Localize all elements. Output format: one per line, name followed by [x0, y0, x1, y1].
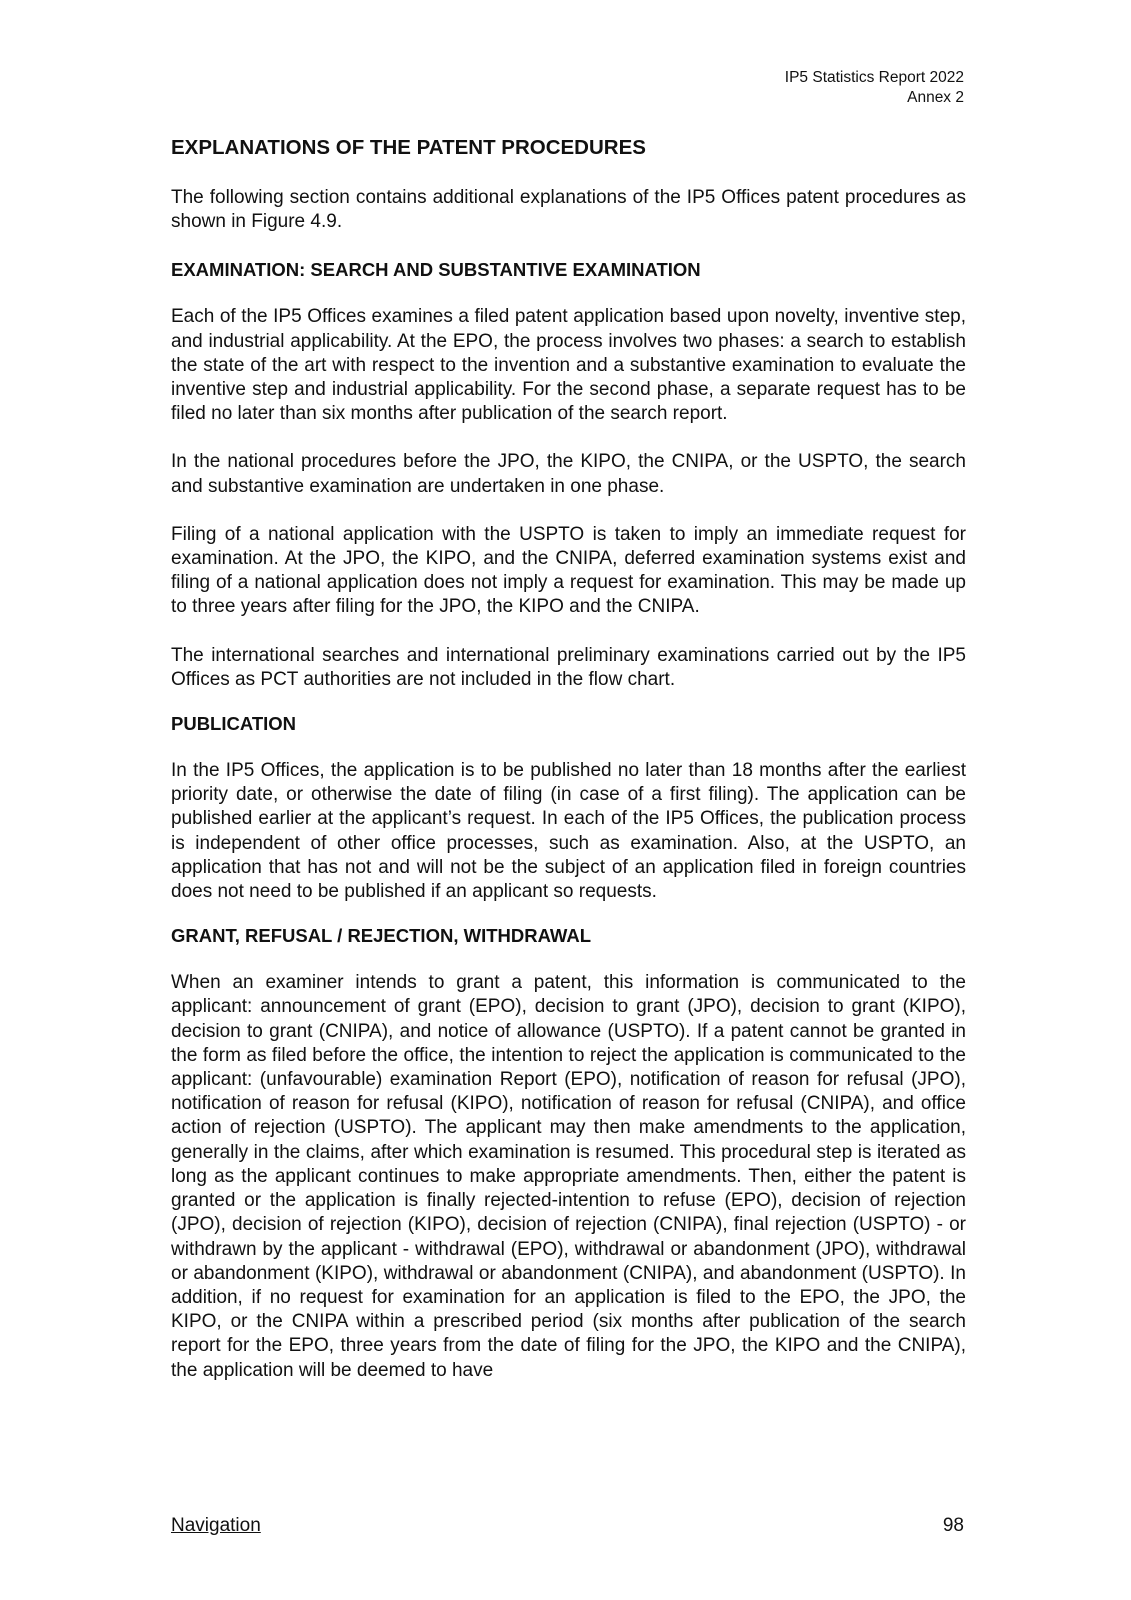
page-title: EXPLANATIONS OF THE PATENT PROCEDURES	[171, 136, 646, 159]
paragraph: Filing of a national application with the USPTO is taken to imply an immediate request for examination. At the JPO, the KIPO, and the CNIPA, deferred examination systems exist and filing of a national application does not imply a request for examination. This may be made up to three years after filing for the JPO, the KIPO and the CNIPA.	[171, 523, 966, 618]
navigation-link[interactable]: Navigation	[171, 1515, 261, 1536]
paragraph: Each of the IP5 Offices examines a filed patent application based upon novelty, inventive step, and industrial applicability. At the EPO, the process involves two phases: a search to establish the state of the art with respect to the invention and a substantive examination to evaluate the inventive step and industrial applicability. For the second phase, a separate request has to be filed no later than six months after publication of the search report.	[171, 306, 966, 425]
section-publication	[171, 712, 966, 904]
paragraph: The international searches and international preliminary examinations carried out by the IP5 Offices as PCT authorities are not included in the flow chart.	[171, 644, 966, 690]
report-title: IP5 Statistics Report 2022	[784, 69, 964, 86]
section-heading: PUBLICATION	[171, 713, 297, 735]
annex-label: Annex 2	[907, 89, 964, 106]
paragraph: When an examiner intends to grant a patent, this information is communicated to the applicant: announcement of grant (EPO), decision to grant (JPO), decision to grant (KIPO), decision to grant (CNIPA), and notice of allowance (USPTO). If a patent cannot be granted in the form as filed before the office, the intention to reject the application is communicated to the applicant: (unfavourable) examination Report (EPO), notification of reason for refusal (JPO), notification of reason for refusal (KIPO), notification of reason for refusal (CNIPA), and office action of rejection (USPTO). The applicant may then make amendments to the application, generally in the claims, after which examination is resumed. This procedural step is iterated as long as the applicant continues to make appropriate amendments. Then, either the patent is granted or the application is finally rejected-intention to refuse (EPO), decision of rejection (JPO), decision of rejection (KIPO), decision of rejection (CNIPA), final rejection (USPTO) - or withdrawn by the applicant - withdrawal (EPO), withdrawal or abandonment (JPO), withdrawal or abandonment (KIPO), withdrawal or abandonment (CNIPA), and abandonment (USPTO). In addition, if no request for examination for an application is filed to the EPO, the JPO, the KIPO, or the CNIPA within a prescribed period (six months after publication of the search report for the EPO, three years from the date of filing for the JPO, the KIPO and the CNIPA), the application will be deemed to have	[171, 972, 966, 1381]
intro-paragraph: The following section contains additional explanations of the IP5 Offices patent procedures as shown in Figure 4.9.	[171, 187, 966, 233]
section-heading: EXAMINATION: SEARCH AND SUBSTANTIVE EXAMINATION	[171, 259, 701, 281]
document-body	[171, 134, 966, 1407]
section-examination	[171, 258, 966, 692]
paragraph: In the national procedures before the JPO, the KIPO, the CNIPA, or the USPTO, the search and substantive examination are undertaken in one phase.	[171, 451, 966, 497]
page-number: 98	[942, 1515, 964, 1536]
page-header	[785, 68, 964, 108]
section-grant	[171, 924, 966, 1382]
section-heading: GRANT, REFUSAL / REJECTION, WITHDRAWAL	[171, 925, 592, 947]
paragraph: In the IP5 Offices, the application is to be published no later than 18 months after the earliest priority date, or otherwise the date of filing (in case of a first filing). The application can be published earlier at the applicant’s request. In each of the IP5 Offices, the publication process is independent of other office processes, such as examination. Also, at the USPTO, an application that has not and will not be the subject of an application filed in foreign countries does not need to be published if an applicant so requests.	[171, 760, 966, 903]
